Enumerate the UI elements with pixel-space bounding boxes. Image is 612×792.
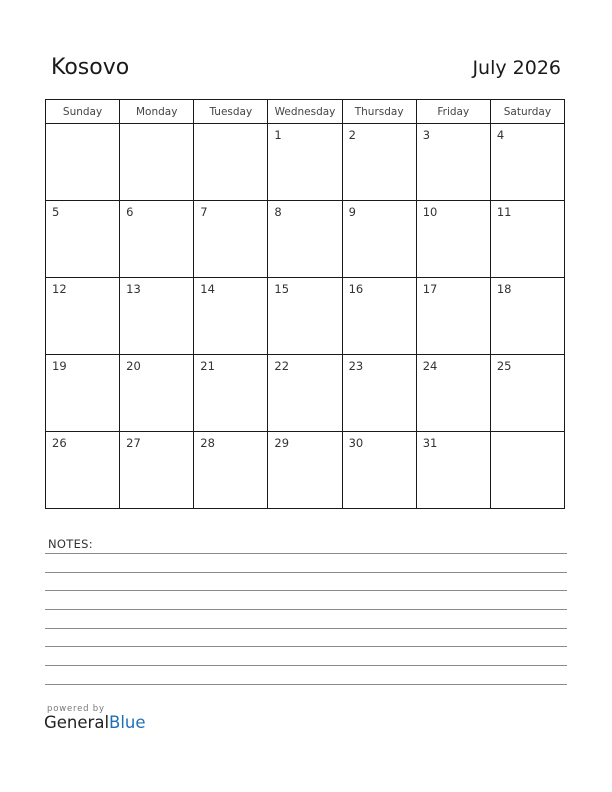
day-cell bbox=[46, 432, 120, 509]
notes-line bbox=[45, 684, 567, 685]
day-number: 23 bbox=[348, 359, 364, 373]
day-cell bbox=[268, 432, 342, 509]
day-number: 6 bbox=[126, 205, 134, 219]
week-row bbox=[46, 355, 565, 432]
day-cell bbox=[120, 201, 194, 278]
day-number bbox=[120, 124, 193, 128]
day-number: 11 bbox=[496, 205, 512, 219]
notes-line bbox=[45, 665, 567, 666]
powered-by-text: powered by bbox=[47, 704, 105, 714]
week-row bbox=[46, 278, 565, 355]
day-number: 18 bbox=[496, 282, 512, 296]
notes-line bbox=[45, 646, 567, 647]
day-cell bbox=[194, 432, 268, 509]
day-number: 13 bbox=[126, 282, 141, 296]
day-number: 27 bbox=[126, 436, 141, 450]
day-number: 5 bbox=[52, 205, 60, 219]
day-cell bbox=[416, 124, 490, 201]
day-cell bbox=[46, 201, 120, 278]
month-year-title: July 2026 bbox=[472, 57, 561, 79]
brand-logo bbox=[44, 704, 146, 732]
day-cell bbox=[342, 124, 416, 201]
day-cell bbox=[490, 432, 564, 509]
day-cell bbox=[46, 124, 120, 201]
day-number: 28 bbox=[200, 436, 215, 450]
brand-name-general: General bbox=[44, 713, 110, 732]
day-cell bbox=[268, 355, 342, 432]
weekday-friday: Friday bbox=[416, 100, 490, 124]
day-cell bbox=[268, 201, 342, 278]
day-number: 3 bbox=[422, 128, 431, 142]
week-row bbox=[46, 432, 565, 509]
day-number: 16 bbox=[348, 282, 364, 296]
day-cell bbox=[120, 355, 194, 432]
day-number: 21 bbox=[200, 359, 215, 373]
weekday-header-row bbox=[46, 100, 565, 124]
day-number: 1 bbox=[274, 128, 282, 142]
day-cell bbox=[194, 201, 268, 278]
notes-label: NOTES: bbox=[48, 537, 93, 551]
notes-line bbox=[45, 590, 567, 591]
day-cell bbox=[120, 278, 194, 355]
weekday-sunday: Sunday bbox=[46, 100, 120, 124]
day-cell bbox=[490, 278, 564, 355]
day-number: 22 bbox=[274, 359, 290, 373]
day-number: 31 bbox=[422, 436, 438, 450]
day-cell bbox=[416, 278, 490, 355]
day-number bbox=[194, 124, 267, 128]
day-number: 30 bbox=[348, 436, 364, 450]
day-cell bbox=[194, 124, 268, 201]
week-row bbox=[46, 201, 565, 278]
day-cell bbox=[342, 201, 416, 278]
notes-line bbox=[45, 553, 567, 554]
day-number: 15 bbox=[274, 282, 290, 296]
day-cell bbox=[416, 201, 490, 278]
day-cell bbox=[342, 355, 416, 432]
weekday-wednesday: Wednesday bbox=[268, 100, 342, 124]
day-number: 12 bbox=[52, 282, 67, 296]
day-cell bbox=[268, 124, 342, 201]
day-cell bbox=[194, 278, 268, 355]
brand-name bbox=[44, 713, 146, 732]
day-number: 14 bbox=[200, 282, 215, 296]
calendar-grid bbox=[45, 99, 565, 509]
notes-line bbox=[45, 628, 567, 629]
day-number: 2 bbox=[348, 128, 356, 142]
notes-line bbox=[45, 572, 567, 573]
day-number: 26 bbox=[52, 436, 67, 450]
day-cell bbox=[416, 355, 490, 432]
day-cell bbox=[120, 124, 194, 201]
weekday-saturday: Saturday bbox=[490, 100, 564, 124]
day-cell bbox=[490, 124, 564, 201]
country-title: Kosovo bbox=[51, 55, 130, 80]
day-cell bbox=[194, 355, 268, 432]
day-number: 29 bbox=[274, 436, 290, 450]
day-number: 7 bbox=[200, 205, 208, 219]
day-cell bbox=[490, 201, 564, 278]
week-row bbox=[46, 124, 565, 201]
day-cell bbox=[120, 432, 194, 509]
day-cell bbox=[342, 432, 416, 509]
day-cell bbox=[46, 355, 120, 432]
day-number: 24 bbox=[422, 359, 438, 373]
day-number: 20 bbox=[126, 359, 141, 373]
day-number: 19 bbox=[52, 359, 67, 373]
day-number: 4 bbox=[496, 128, 505, 142]
day-number: 9 bbox=[348, 205, 356, 219]
day-number: 25 bbox=[496, 359, 512, 373]
day-cell bbox=[342, 278, 416, 355]
day-cell bbox=[46, 278, 120, 355]
day-cell bbox=[490, 355, 564, 432]
weekday-monday: Monday bbox=[120, 100, 194, 124]
day-number bbox=[46, 124, 119, 128]
notes-line bbox=[45, 609, 567, 610]
brand-name-blue: Blue bbox=[109, 713, 146, 732]
day-number: 8 bbox=[274, 205, 282, 219]
day-cell bbox=[268, 278, 342, 355]
day-number: 10 bbox=[422, 205, 438, 219]
weekday-tuesday: Tuesday bbox=[194, 100, 268, 124]
day-number bbox=[491, 432, 564, 436]
weekday-thursday: Thursday bbox=[342, 100, 416, 124]
day-cell bbox=[416, 432, 490, 509]
day-number: 17 bbox=[422, 282, 438, 296]
